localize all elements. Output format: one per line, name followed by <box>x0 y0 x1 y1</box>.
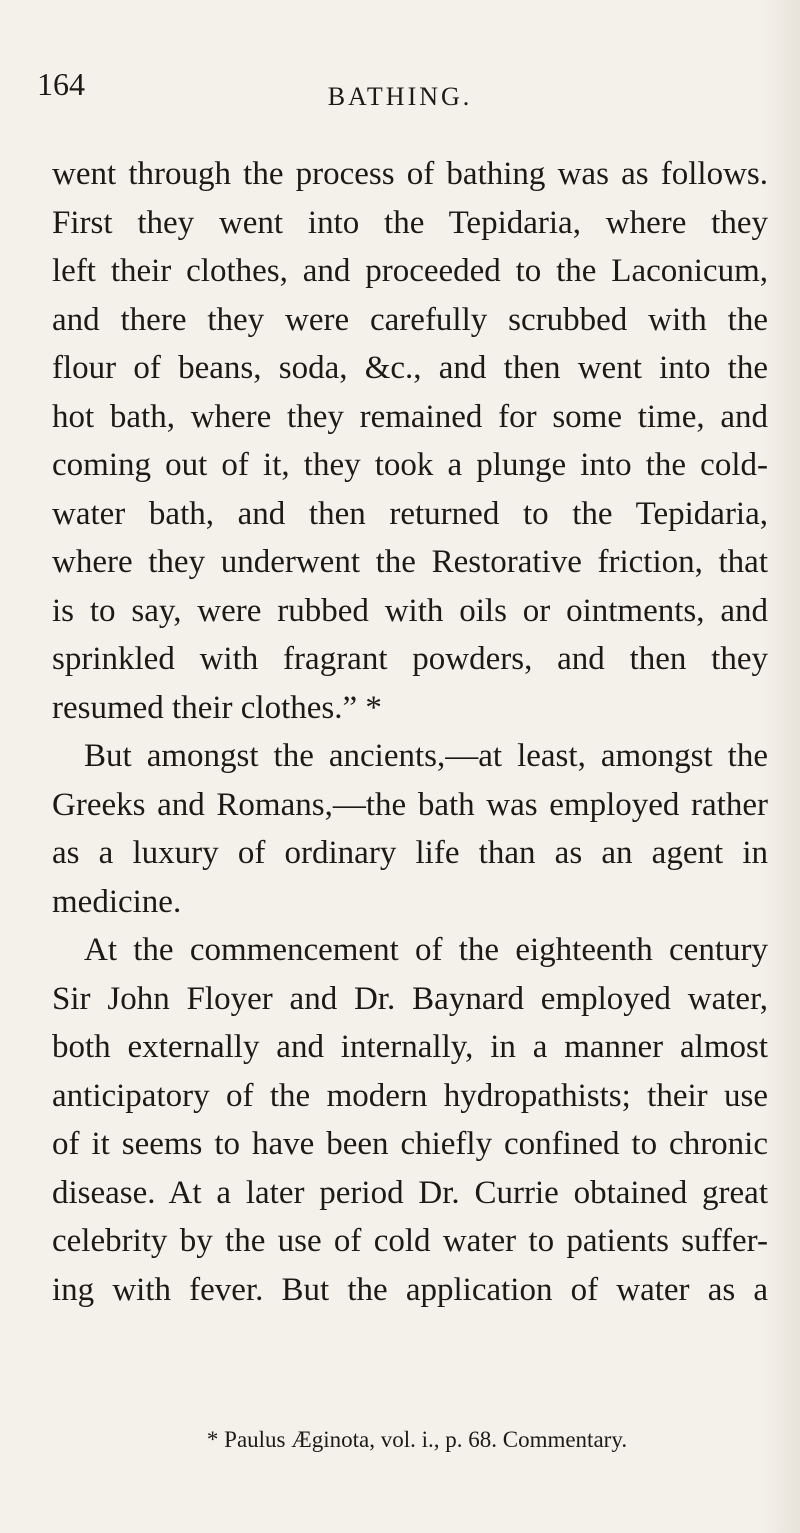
text-line: ing with fever. But the application of water as a <box>52 1271 768 1308</box>
text-line: flour of beans, soda, &c., and then went into the <box>52 350 768 386</box>
paragraph-start-line: At the commencement of the eighteenth century <box>84 932 768 968</box>
text-line: both externally and internally, in a manner almost <box>52 1029 768 1065</box>
text-line: resumed their clothes.” * <box>52 689 382 726</box>
body-text <box>52 150 768 1314</box>
text-line: is to say, were rubbed with oils or ointments, and <box>52 592 768 629</box>
text-line: left their clothes, and proceeded to the Laconicum, <box>52 253 768 289</box>
text-line: celebrity by the use of cold water to patients suffer- <box>52 1223 768 1259</box>
text-line: disease. At a later period Dr. Currie obtained great <box>52 1174 768 1211</box>
text-line: went through the process of bathing was as follows. <box>52 156 768 192</box>
text-line: of it seems to have been chiefly confined to chronic <box>52 1126 768 1162</box>
text-line: and there they were carefully scrubbed with the <box>52 301 768 338</box>
text-line: medicine. <box>52 883 182 920</box>
running-head: BATHING. <box>327 82 473 111</box>
page-number: 164 <box>37 66 85 102</box>
text-line: Greeks and Romans,—the bath was employed rather <box>52 786 768 823</box>
text-line: as a luxury of ordinary life than as an agent in <box>52 835 768 871</box>
footnote: * Paulus Æginota, vol. i., p. 68. Commentary. <box>206 1427 628 1452</box>
text-line: sprinkled with fragrant powders, and then they <box>52 641 768 677</box>
text-line: First they went into the Tepidaria, where they <box>52 204 768 241</box>
text-line: anticipatory of the modern hydropathists; their use <box>52 1077 768 1114</box>
text-line: where they underwent the Restorative friction, that <box>52 544 768 580</box>
text-line: Sir John Floyer and Dr. Baynard employed water, <box>52 980 768 1017</box>
paragraph-start-line: But amongst the ancients,—at least, amongst the <box>84 738 768 774</box>
text-line: water bath, and then returned to the Tepidaria, <box>52 495 768 532</box>
text-line: coming out of it, they took a plunge into the cold- <box>52 447 768 483</box>
text-line: hot bath, where they remained for some time, and <box>52 398 768 435</box>
